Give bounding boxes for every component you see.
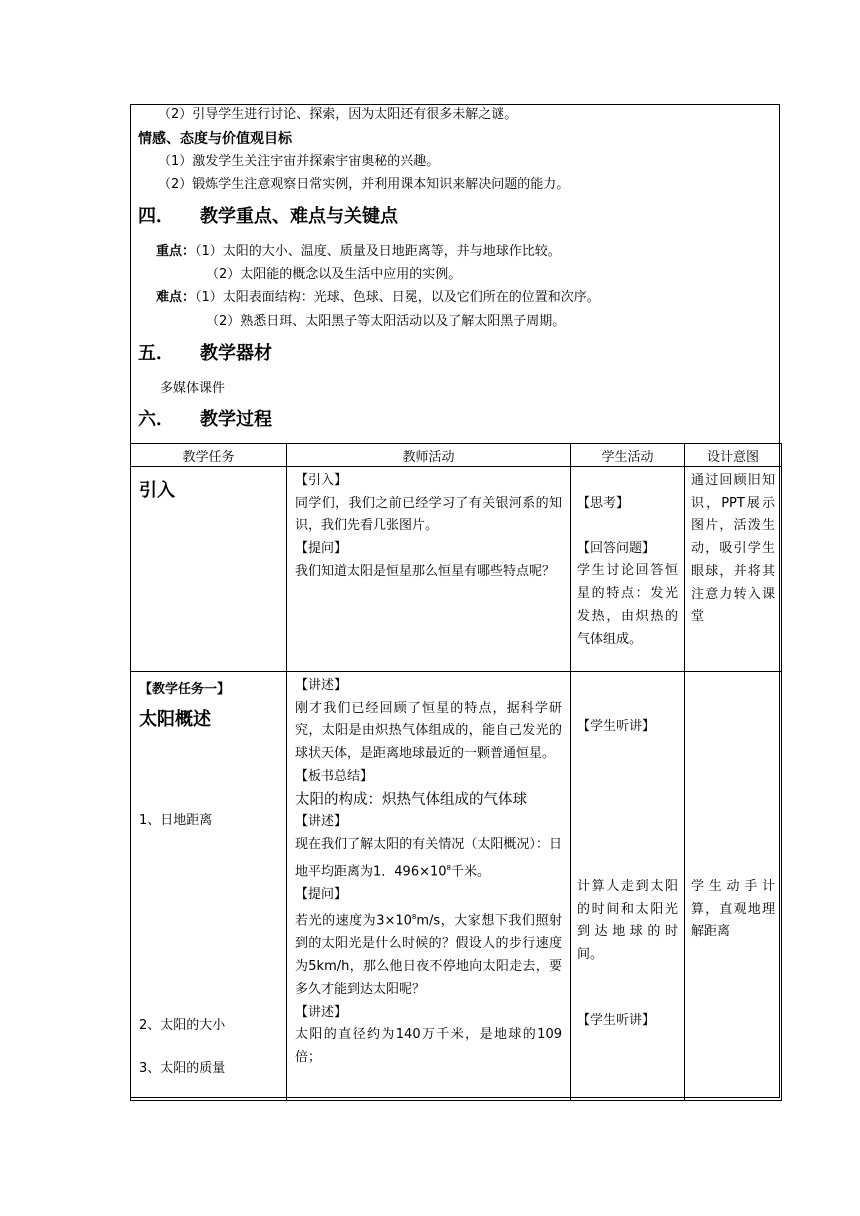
emotion-item-1: （1）激发学生关注宇宙并探索宇宙奥秘的兴趣。: [158, 154, 440, 169]
subtopic-mass: 3、太阳的质量: [139, 1061, 226, 1076]
difficulty-1: [156, 289, 600, 307]
distance-text: 现在我们了解太阳的有关情况（太阳概况）：日地平均距离为1．496×10: [295, 836, 562, 879]
teacher-narrate-label-1: 【讲述】: [295, 678, 348, 693]
student-calculate: 计算人走到太阳的时间和太阳光到达地球的时间。: [577, 879, 678, 963]
row1-task: 引入: [139, 480, 175, 501]
student-answer: 学生讨论回答恒星的特点：发光发热，由炽热的气体组成。: [577, 563, 678, 647]
key-point-1: [156, 243, 561, 261]
difficulty-label: 难点：: [156, 290, 196, 305]
distance-exponent: 8: [446, 863, 451, 872]
teacher-narrate-text-2: [295, 834, 562, 884]
row2-student-cell: [571, 672, 685, 1101]
difficulty-2: （2）熟悉日珥、太阳黑子等太阳活动以及了解太阳黑子周期。: [206, 314, 566, 329]
student-answer-label: 【回答问题】: [577, 540, 656, 556]
row1-design: 通过回顾旧知识，PPT展示图片，活泼生动，吸引学生眼球，并将其注意力转入课堂: [691, 473, 775, 625]
section-6-number: 六．: [138, 409, 174, 430]
emotion-heading: 情感、态度与价值观目标: [138, 131, 292, 147]
student-listen-2: 【学生听讲】: [577, 1013, 656, 1028]
teacher-intro-text: 同学们，我们之前已经学习了有关银河系的知识，我们先看几张图片。: [295, 495, 562, 534]
table-row: [131, 672, 782, 1101]
light-speed-exponent: 8: [411, 913, 417, 922]
key-point-2: （2）太阳能的概念以及生活中应用的实例。: [206, 267, 462, 282]
table-header-row: [131, 444, 782, 467]
difficulty-1-text: （1）太阳表面结构：光球、色球、日冕，以及它们所在的位置和次序。: [195, 290, 600, 305]
teacher-narrate-text-3: 太阳的直径约为140万千米，是地球的109倍；: [295, 1027, 562, 1065]
teacher-narrate-text-1: 刚才我们已经回顾了恒星的特点，据科学研究，太阳是由炽热气体组成的，能自己发光的球状天体，是距离地球最近的一颗普通恒星。: [295, 700, 562, 762]
section-4-title: 教学重点、难点与关键点: [200, 206, 398, 227]
subtopic-size: 2、太阳的大小: [139, 1018, 226, 1033]
teacher-board-label: 【板书总结】: [295, 768, 374, 784]
equipment-item: 多媒体课件: [160, 381, 226, 396]
key-label: 重点：: [156, 244, 196, 259]
section-5-title: 教学器材: [200, 343, 272, 364]
emotion-item-2: （2）锻炼学生注意观察日常实例，并利用课本知识来解决问题的能力。: [158, 177, 570, 192]
teacher-question-text-2: [295, 906, 562, 1001]
header-teacher: 教师活动: [287, 444, 571, 467]
teacher-narrate-label-3: 【讲述】: [295, 1004, 348, 1020]
teacher-question-text: 我们知道太阳是恒星那么恒星有哪些特点呢？: [295, 563, 556, 579]
row2-design-cell: [685, 672, 782, 1101]
row2-teacher-cell: [287, 672, 571, 1101]
section-5-heading: [138, 342, 272, 366]
subtopic-distance: 1、日地距离: [139, 813, 213, 828]
teacher-narrate-label-2: 【讲述】: [295, 814, 348, 830]
task-one-label: 【教学任务一】: [139, 682, 231, 697]
section-4-number: 四．: [138, 206, 174, 227]
row1-teacher-cell: [287, 467, 571, 672]
header-design: 设计意图: [685, 444, 782, 467]
process-table: [130, 443, 782, 1101]
header-student: 学生活动: [571, 444, 685, 467]
section-6-title: 教学过程: [200, 409, 272, 430]
student-listen-1: 【学生听讲】: [577, 719, 656, 734]
row1-student-cell: [571, 467, 685, 672]
student-think: 【思考】: [577, 496, 630, 511]
section-6-heading: [138, 408, 272, 432]
teacher-question-label: 【提问】: [295, 541, 348, 557]
row1-design-cell: [685, 467, 782, 672]
section-4-heading: [138, 205, 398, 229]
row1-task-cell: [131, 467, 287, 672]
light-speed-text: 若光的速度为3×10: [295, 913, 412, 929]
teacher-board-text: 太阳的构成：炽热气体组成的气体球: [295, 791, 527, 808]
header-task: 教学任务: [131, 444, 287, 467]
goal-line-2: （2）引导学生进行讨论、探索，因为太阳还有很多未解之谜。: [158, 107, 518, 122]
row2-task-cell: [131, 672, 287, 1101]
teacher-question-label-2: 【提问】: [295, 886, 348, 902]
key-1-text: （1）太阳的大小、温度、质量及日地距离等，并与地球作比较。: [195, 244, 561, 259]
section-5-number: 五．: [138, 343, 174, 364]
row2-design: 学生动手计算，直观地理解距离: [691, 879, 775, 940]
teacher-intro-label: 【引入】: [295, 473, 348, 488]
table-row: [131, 467, 782, 672]
task-one-title: 太阳概述: [139, 709, 211, 730]
question-rest: m/s，大家想下我们照射到的太阳光是什么时候的？假设人的步行速度为5km/h，那么他日夜不停地向太阳走去，要多久才能到达太阳呢？: [295, 913, 562, 997]
distance-unit: 千米。: [451, 863, 491, 879]
